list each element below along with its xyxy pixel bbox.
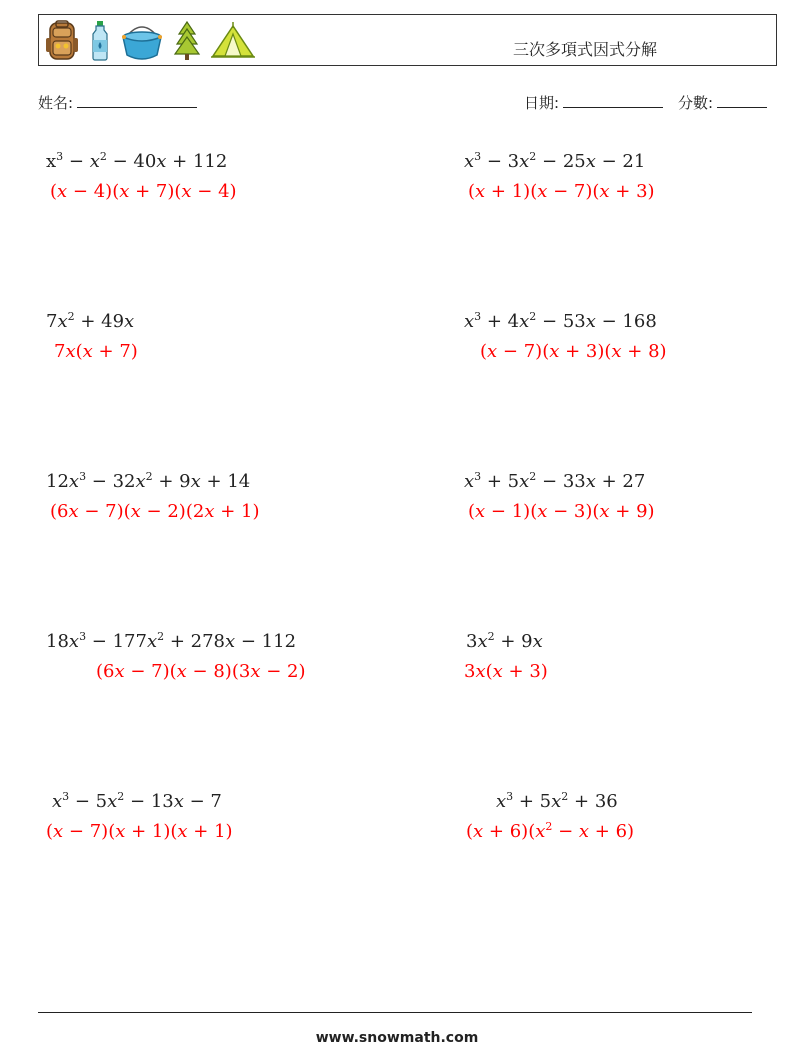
math-text: ( [480, 341, 488, 362]
math-variable: x [464, 151, 475, 172]
math-text: + 7)( [129, 181, 182, 202]
math-text: + 1) [187, 821, 233, 842]
math-text: − 7)( [497, 341, 550, 362]
footer-url: www.snowmath.com [315, 1030, 479, 1046]
problem-6 [464, 471, 645, 492]
math-variable: x [177, 821, 188, 842]
math-text: − 112 [235, 631, 297, 652]
date-blank[interactable] [563, 93, 663, 108]
math-exponent: 2 [67, 310, 75, 323]
math-text: − 33 [536, 471, 586, 492]
math-variable: x [68, 471, 80, 492]
score-field [678, 92, 767, 113]
math-variable: x [537, 501, 548, 522]
math-variable: x [135, 471, 146, 492]
math-variable: x [519, 151, 530, 172]
math-variable: x [551, 791, 562, 812]
math-variable: x [107, 791, 118, 812]
math-text: + 9 [494, 631, 533, 652]
math-text: − 5 [69, 791, 108, 812]
math-text: 12 [46, 471, 69, 492]
math-text: − 7)( [124, 661, 177, 682]
math-text: + 6) [589, 821, 635, 842]
math-variable: x [89, 151, 100, 172]
math-exponent: 2 [529, 470, 537, 483]
problem-2 [464, 151, 645, 172]
math-text: ( [75, 341, 83, 362]
math-exponent: 2 [157, 630, 165, 643]
math-variable: x [599, 181, 610, 202]
math-variable: x [549, 341, 560, 362]
answer-5 [50, 501, 259, 522]
worksheet-title: 三次多項式因式分解 [513, 40, 658, 59]
math-variable: x [578, 821, 590, 842]
answer-8 [464, 661, 548, 682]
math-text: + 3) [502, 661, 548, 682]
math-text: 7 [46, 311, 58, 332]
answer-4 [480, 341, 667, 362]
name-blank[interactable] [77, 93, 197, 108]
math-variable: x [519, 311, 530, 332]
math-exponent: 3 [62, 790, 70, 803]
math-text: ( [468, 501, 476, 522]
math-variable: x [130, 501, 141, 522]
math-exponent: 2 [99, 150, 107, 163]
math-text: − 8)(3 [186, 661, 251, 682]
math-variable: x [114, 661, 125, 682]
math-text: − 177 [86, 631, 147, 652]
math-variable: x [250, 661, 261, 682]
math-variable: x [68, 501, 79, 522]
math-variable: x [487, 341, 498, 362]
math-variable: x [181, 181, 192, 202]
answer-6 [468, 501, 655, 522]
math-variable: x [190, 471, 201, 492]
math-exponent: 3 [474, 150, 482, 163]
math-variable: x [477, 631, 488, 652]
math-variable: x [585, 311, 596, 332]
problem-4 [464, 311, 657, 332]
math-text: (6 [96, 661, 115, 682]
math-text: + 8) [621, 341, 667, 362]
math-text: − 2) [260, 661, 306, 682]
math-exponent: 2 [529, 310, 537, 323]
problem-1 [46, 151, 227, 172]
backpack-icon [45, 20, 79, 62]
math-exponent: 2 [117, 790, 125, 803]
math-variable: x [532, 631, 543, 652]
problem-7 [46, 631, 296, 652]
math-variable: x [535, 821, 546, 842]
footer-divider [38, 1012, 752, 1013]
math-text: 18 [46, 631, 69, 652]
math-exponent: 2 [561, 790, 569, 803]
math-variable: x [53, 821, 64, 842]
math-exponent: 3 [56, 150, 64, 163]
date-field [524, 92, 663, 113]
math-variable: x [473, 821, 484, 842]
math-variable: x [156, 151, 167, 172]
math-exponent: 2 [145, 470, 153, 483]
math-variable: x [173, 791, 184, 812]
math-text: − 53 [536, 311, 586, 332]
math-text: + 9) [609, 501, 655, 522]
math-text: − 32 [86, 471, 136, 492]
answer-3 [54, 341, 138, 362]
math-text: − 7)( [78, 501, 131, 522]
math-variable: x [611, 341, 622, 362]
math-text: − 7 [183, 791, 222, 812]
math-text: + 14 [200, 471, 251, 492]
math-exponent: 3 [506, 790, 514, 803]
math-exponent: 2 [529, 150, 537, 163]
math-variable: x [492, 661, 503, 682]
math-text: − 3)( [547, 501, 600, 522]
math-variable: x [65, 341, 76, 362]
math-text: + 36 [568, 791, 618, 812]
math-text: + 5 [513, 791, 552, 812]
math-variable: x [124, 311, 135, 332]
math-exponent: 3 [79, 470, 87, 483]
math-variable: x [585, 151, 596, 172]
math-text: x [46, 151, 57, 172]
math-variable: x [57, 181, 68, 202]
problem-9 [52, 791, 222, 812]
math-text: − 13 [124, 791, 174, 812]
answer-1 [50, 181, 237, 202]
math-variable: x [82, 341, 93, 362]
math-variable: x [57, 311, 68, 332]
math-variable: x [68, 631, 80, 652]
math-text: ( [50, 181, 58, 202]
math-text: + 49 [74, 311, 125, 332]
math-text: − 25 [536, 151, 586, 172]
math-text: + 1) [214, 501, 260, 522]
math-variable: x [585, 471, 596, 492]
math-variable: x [204, 501, 215, 522]
math-text: − 7)( [63, 821, 116, 842]
math-variable: x [115, 821, 126, 842]
bucket-icon [121, 20, 163, 62]
math-text: + 6)( [483, 821, 536, 842]
problem-3 [46, 311, 134, 332]
math-text: − [63, 151, 90, 172]
score-blank[interactable] [717, 93, 767, 108]
math-text: + 27 [595, 471, 646, 492]
math-variable: x [464, 311, 475, 332]
math-text: + 1)( [485, 181, 538, 202]
math-text: − 21 [595, 151, 646, 172]
math-variable: x [225, 631, 236, 652]
math-text: − 2)(2 [140, 501, 205, 522]
math-variable: x [176, 661, 187, 682]
name-label: 姓名: [38, 94, 74, 112]
math-variable: x [464, 471, 475, 492]
math-text: + 7) [92, 341, 138, 362]
math-text: ( [485, 661, 493, 682]
math-text: − 168 [595, 311, 657, 332]
answer-10 [466, 821, 634, 842]
math-text: − 40 [106, 151, 157, 172]
answer-2 [468, 181, 655, 202]
math-text: 7 [54, 341, 66, 362]
math-text: 3 [466, 631, 478, 652]
math-text: + 112 [166, 151, 228, 172]
water-bottle-icon [89, 20, 111, 62]
math-text: 3 [464, 661, 476, 682]
math-text: + 5 [481, 471, 520, 492]
math-text: − 4) [191, 181, 237, 202]
math-text: + 3)( [559, 341, 612, 362]
math-text: ( [468, 181, 476, 202]
math-text: − [552, 821, 579, 842]
icon-strip [45, 19, 255, 63]
math-variable: x [146, 631, 158, 652]
score-label: 分數: [678, 94, 714, 112]
math-variable: x [119, 181, 130, 202]
math-variable: x [52, 791, 63, 812]
math-variable: x [475, 181, 486, 202]
math-text: − 4)( [67, 181, 120, 202]
math-text: + 9 [152, 471, 191, 492]
math-variable: x [475, 501, 486, 522]
math-variable: x [519, 471, 530, 492]
math-text: + 278 [164, 631, 225, 652]
date-label: 日期: [524, 94, 560, 112]
math-variable: x [496, 791, 507, 812]
math-text: (6 [50, 501, 69, 522]
answer-7 [96, 661, 305, 682]
pine-tree-icon [173, 20, 201, 62]
math-variable: x [537, 181, 548, 202]
math-exponent: 3 [474, 310, 482, 323]
math-exponent: 3 [474, 470, 482, 483]
math-variable: x [475, 661, 486, 682]
math-exponent: 2 [545, 820, 553, 833]
problem-5 [46, 471, 250, 492]
math-exponent: 3 [79, 630, 87, 643]
name-field [38, 92, 197, 113]
math-text: − 7)( [547, 181, 600, 202]
math-text: ( [466, 821, 474, 842]
tent-icon [211, 20, 255, 62]
math-text: + 1)( [125, 821, 178, 842]
math-text: − 1)( [485, 501, 538, 522]
worksheet-header [38, 14, 777, 66]
math-exponent: 2 [487, 630, 495, 643]
math-text: + 3) [609, 181, 655, 202]
math-text: + 4 [481, 311, 520, 332]
problem-8 [466, 631, 543, 652]
math-text: − 3 [481, 151, 520, 172]
math-variable: x [599, 501, 610, 522]
problem-10 [496, 791, 618, 812]
math-text: ( [46, 821, 54, 842]
answer-9 [46, 821, 233, 842]
